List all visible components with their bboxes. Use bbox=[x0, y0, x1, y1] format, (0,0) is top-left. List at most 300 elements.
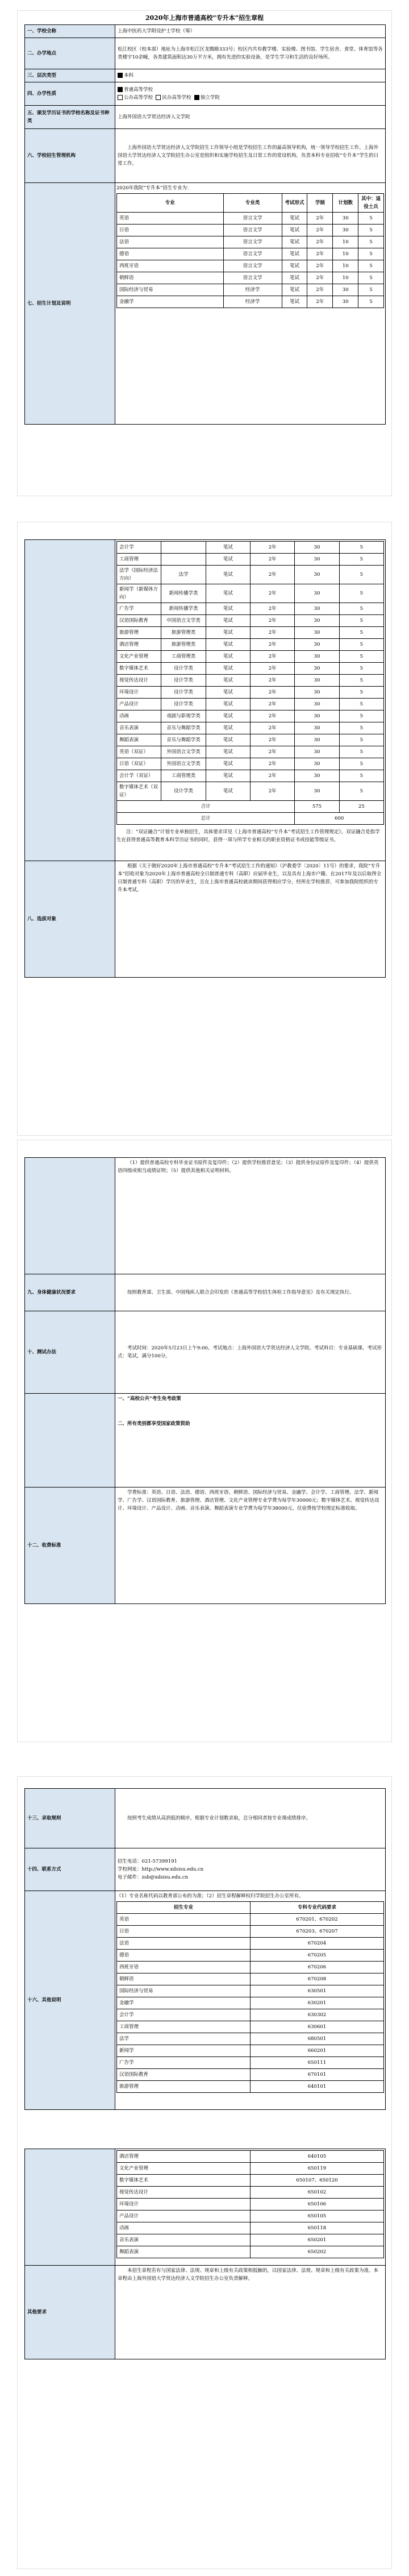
charter-table-2 bbox=[24, 539, 386, 978]
plan-rows bbox=[117, 542, 384, 801]
plan-row bbox=[117, 639, 384, 651]
plan-row-cell: 5 bbox=[339, 584, 383, 603]
code-row-cell: 650107、650120 bbox=[251, 2175, 384, 2187]
checkbox-icon bbox=[194, 95, 199, 100]
plan-row-cell: 笔试 bbox=[206, 699, 250, 711]
plan-row-cell: 30 bbox=[295, 603, 339, 615]
plan-row-cell: 5 bbox=[339, 566, 383, 584]
code-row-cell: 广告学 bbox=[117, 2057, 251, 2069]
code-table bbox=[116, 1901, 384, 2093]
plan-notes: 注：“双证融合”计划专业单独招生，具体要求详见《上海市普通高校“专升本”考试招生工作管理规定》。双证融合是指学生在获得普通高等教育本科学历证书的同时，获得一项与所学专业相关的职业资格证书或技能等级证书。 bbox=[116, 829, 380, 843]
plan-row-cell: 2年 bbox=[250, 663, 294, 675]
total: 600 bbox=[295, 813, 384, 825]
code-row-cell: 670208 bbox=[251, 1973, 384, 1985]
plan-row-cell: 外国语言文学类 bbox=[161, 746, 206, 758]
code-row-cell: 产品设计 bbox=[117, 2211, 251, 2222]
plan-row-cell: 笔试 bbox=[206, 639, 250, 651]
plan-row-cell: 30 bbox=[295, 651, 339, 663]
plan-row-cell: 2年 bbox=[250, 651, 294, 663]
plan-row-cell: 笔试 bbox=[282, 248, 307, 260]
col-veterans: 其中：退役士兵 bbox=[358, 194, 384, 213]
code-row-cell: 汉语国际教育 bbox=[117, 2069, 251, 2081]
web-label: 学校网址 bbox=[118, 1867, 137, 1872]
code-row bbox=[117, 1938, 384, 1950]
plan-row-cell: 30 bbox=[295, 699, 339, 711]
plan-row-cell: 5 bbox=[339, 782, 383, 801]
plan-row-cell: 5 bbox=[358, 296, 384, 308]
code-row-cell: 酒店管理 bbox=[117, 2151, 251, 2163]
plan-row-cell: 笔试 bbox=[206, 758, 250, 770]
plan-row-cell: 30 bbox=[295, 615, 339, 627]
subtotal-vets: 25 bbox=[339, 801, 383, 813]
plan-row-cell: 2年 bbox=[250, 566, 294, 584]
level bbox=[115, 69, 386, 82]
plan-row-cell: 笔试 bbox=[206, 542, 250, 554]
plan-row-cell: 日语（双证） bbox=[117, 758, 161, 770]
plan-row-cell: 2年 bbox=[307, 236, 333, 248]
label-org: 六、学校招生管理机构 bbox=[25, 129, 115, 183]
plan-row-cell: 笔试 bbox=[282, 225, 307, 236]
plan-row-cell: 金融学 bbox=[117, 296, 224, 308]
plan-row-cell: 笔试 bbox=[206, 554, 250, 566]
plan-row-cell: 5 bbox=[358, 236, 384, 248]
code-row bbox=[117, 2045, 384, 2057]
note: 本招生章程若有与国家法律、法规、规章和上级有关政策相抵触的，以国家法律、法规、规章和上级有关政策为准。本章程由上海外国语大学贤达经济人文学院招生办公室负责解释。 bbox=[115, 2266, 386, 2359]
plan-row-cell: 笔试 bbox=[206, 711, 250, 722]
plan-row-cell: 笔试 bbox=[206, 782, 250, 801]
code-row-cell: 670205 bbox=[251, 1950, 384, 1962]
plan-row-cell: 30 bbox=[295, 758, 339, 770]
code-row-cell: 动画 bbox=[117, 2222, 251, 2234]
web-link[interactable]: http://www.xdsisu.edu.cn bbox=[141, 1867, 204, 1872]
plan-row-cell: 5 bbox=[339, 711, 383, 722]
col-code: 专科专业代码要求 bbox=[251, 1902, 384, 1914]
plan-row-cell: 30 bbox=[333, 296, 358, 308]
admission: 按照考生成绩从高到低的顺序，根据专业计划数录取，总分相同者按专业课成绩排序。 bbox=[115, 1789, 386, 1848]
code-row-cell: 670101 bbox=[251, 2069, 384, 2081]
plan-row-cell: 5 bbox=[358, 213, 384, 225]
plan-row-cell: 新闻学（新媒体方向） bbox=[117, 584, 161, 603]
plan-row bbox=[117, 584, 384, 603]
total-label: 总计 bbox=[117, 813, 295, 825]
page-2 bbox=[17, 522, 392, 1136]
checkbox-icon bbox=[118, 87, 123, 92]
plan-row-cell: 30 bbox=[333, 213, 358, 225]
plan-row-cell: 2年 bbox=[307, 248, 333, 260]
plan-row-cell: 西班牙语 bbox=[117, 260, 224, 272]
code-row bbox=[117, 1914, 384, 1926]
plan-row-cell: 5 bbox=[358, 284, 384, 296]
code-row-cell: 660201 bbox=[251, 2045, 384, 2057]
nature-option: 民办高等学校 bbox=[162, 95, 191, 101]
plan-row bbox=[117, 615, 384, 627]
plan-row-cell: 5 bbox=[358, 248, 384, 260]
plan-row-cell: 音乐与舞蹈学类 bbox=[161, 734, 206, 746]
plan-row bbox=[117, 687, 384, 699]
plan-row-cell: 设计学类 bbox=[161, 687, 206, 699]
plan-row-cell: 笔试 bbox=[206, 615, 250, 627]
plan-row bbox=[117, 711, 384, 722]
code-row bbox=[117, 2021, 384, 2033]
plan-row-cell: 5 bbox=[339, 699, 383, 711]
plan-row-cell: 30 bbox=[333, 225, 358, 236]
checkbox-icon bbox=[118, 73, 123, 78]
code-row-cell: 650118 bbox=[251, 2222, 384, 2234]
plan-row-cell: 2年 bbox=[250, 675, 294, 687]
plan-row-cell: 10 bbox=[333, 260, 358, 272]
plan-row bbox=[117, 236, 384, 248]
plan-row-cell: 法学（国际经济法方向） bbox=[117, 566, 161, 584]
school-name: 上海中医药大学附设护士学校（筹） bbox=[115, 25, 386, 38]
plan-row-cell: 5 bbox=[339, 663, 383, 675]
plan-row-cell: 文化产业管理 bbox=[117, 651, 161, 663]
plan-row-cell: 5 bbox=[339, 542, 383, 554]
plan-row-cell: 2年 bbox=[250, 734, 294, 746]
plan-row-cell: 5 bbox=[339, 603, 383, 615]
plan-row-cell: 笔试 bbox=[206, 770, 250, 782]
plan-row-cell: 30 bbox=[295, 627, 339, 639]
plan-row bbox=[117, 746, 384, 758]
code-row-cell: 数字媒体艺术 bbox=[117, 2175, 251, 2187]
code-row bbox=[117, 1997, 384, 2009]
plan-row-cell: 英语（双证） bbox=[117, 746, 161, 758]
plan-table-2 bbox=[116, 541, 384, 825]
plan-row-cell: 2年 bbox=[307, 213, 333, 225]
nature-option: 普通高等学校 bbox=[124, 87, 153, 93]
other: （1）专业名称代码以教育部公布的为准；（2）招生章程解释权归学院招生办公室所有。 bbox=[116, 1893, 304, 1899]
cert: 上海外国语大学贤达经济人文学院 bbox=[115, 106, 386, 129]
label-school-name: 一、学校全称 bbox=[25, 25, 115, 38]
code-row bbox=[117, 2187, 384, 2199]
code-row-cell: 会计学 bbox=[117, 2009, 251, 2021]
subsidy-1: 一、“高校公共”考生免考政策 bbox=[118, 1396, 181, 1402]
code-row bbox=[117, 2199, 384, 2211]
plan-row-cell: 30 bbox=[295, 584, 339, 603]
subtotal-label: 合计 bbox=[117, 801, 295, 813]
plan-row-cell: 数字媒体艺术 bbox=[117, 663, 161, 675]
plan-row bbox=[117, 225, 384, 236]
plan-row bbox=[117, 213, 384, 225]
code-row bbox=[117, 2151, 384, 2163]
plan-row-cell: 30 bbox=[295, 554, 339, 566]
plan-row-cell: 设计学类 bbox=[161, 782, 206, 801]
plan-row-cell: 设计学类 bbox=[161, 663, 206, 675]
plan-row-cell: 5 bbox=[339, 675, 383, 687]
label-admission: 十三、录取规则 bbox=[25, 1789, 115, 1848]
plan-row-cell: 笔试 bbox=[282, 284, 307, 296]
plan-row-cell: 外国语言文学类 bbox=[161, 758, 206, 770]
code-row-cell: 视觉传达设计 bbox=[117, 2187, 251, 2199]
code-row-cell: 金融学 bbox=[117, 1997, 251, 2009]
code-row-cell: 环境设计 bbox=[117, 2199, 251, 2211]
code-row bbox=[117, 2246, 384, 2258]
plan-row bbox=[117, 770, 384, 782]
plan-row-cell: 语言文学 bbox=[223, 225, 282, 236]
code-row-cell: 670204 bbox=[251, 1938, 384, 1950]
phone-label: 招生电话 bbox=[118, 1859, 137, 1864]
code-row-cell: 法语 bbox=[117, 1938, 251, 1950]
code-row-cell: 日语 bbox=[117, 1926, 251, 1938]
charter-table-5 bbox=[24, 2149, 386, 2359]
plan-row-cell: 旅游管理类 bbox=[161, 639, 206, 651]
plan-row-cell: 音乐表演 bbox=[117, 722, 161, 734]
plan-row-cell: 舞蹈表演 bbox=[117, 734, 161, 746]
plan-row-cell: 笔试 bbox=[206, 734, 250, 746]
plan-row-cell: 笔试 bbox=[206, 651, 250, 663]
plan-row bbox=[117, 296, 384, 308]
subsidy-2: 二、所有类别都享受国家政策资助 bbox=[118, 1421, 190, 1427]
plan-row-cell: 5 bbox=[339, 627, 383, 639]
code-row bbox=[117, 1973, 384, 1985]
plan-row-cell: 法学 bbox=[161, 566, 206, 584]
plan-row-cell: 5 bbox=[339, 758, 383, 770]
plan-row-cell: 中国语言文学类 bbox=[161, 615, 206, 627]
code-row bbox=[117, 1985, 384, 1997]
plan-row-cell: 5 bbox=[339, 651, 383, 663]
plan-row-cell: 10 bbox=[333, 236, 358, 248]
code-row-cell: 670203、670207 bbox=[251, 1926, 384, 1938]
codes-cont-cell bbox=[115, 2149, 386, 2266]
plan-row bbox=[117, 272, 384, 284]
col-category: 专业类 bbox=[223, 194, 282, 213]
label-plan: 七、招生计划及说明 bbox=[25, 183, 115, 425]
plan-row-cell: 30 bbox=[295, 770, 339, 782]
plan-row-cell: 音乐与舞蹈学类 bbox=[161, 722, 206, 734]
code-row-cell: 640105 bbox=[251, 2151, 384, 2163]
code-row-cell: 630601 bbox=[251, 2021, 384, 2033]
plan-row-cell: 产品设计 bbox=[117, 699, 161, 711]
plan-row-cell: 10 bbox=[333, 248, 358, 260]
plan-row-cell: 动画 bbox=[117, 711, 161, 722]
col-quota: 计划数 bbox=[333, 194, 358, 213]
plan-cont-cell bbox=[115, 540, 386, 861]
plan-row bbox=[117, 651, 384, 663]
exam: 考试时间：2020年5月23日上午9:00。考试地点：上海外国语大学贤达经济人文学院。考试科目：专业基础课。考试形式：笔试，满分100分。 bbox=[115, 1311, 386, 1394]
plan-row-cell: 新闻传播学类 bbox=[161, 584, 206, 603]
plan-row-cell: 笔试 bbox=[206, 603, 250, 615]
plan-row-cell: 5 bbox=[358, 260, 384, 272]
code-table-2 bbox=[116, 2150, 384, 2258]
plan-row bbox=[117, 722, 384, 734]
plan-row-cell: 2年 bbox=[250, 758, 294, 770]
nature-option: 独立学院 bbox=[200, 95, 220, 101]
plan-row-cell: 笔试 bbox=[206, 687, 250, 699]
plan-row-cell: 2年 bbox=[250, 687, 294, 699]
checkbox-icon bbox=[118, 95, 123, 100]
code-row-cell: 音乐表演 bbox=[117, 2234, 251, 2246]
plan-row-cell: 2年 bbox=[250, 554, 294, 566]
label-other: 十六、其他说明 bbox=[25, 1891, 115, 2110]
plan-row bbox=[117, 603, 384, 615]
label-cert: 五、颁发学历证书的学校名称及证书种类 bbox=[25, 106, 115, 129]
plan-row-cell: 2年 bbox=[250, 584, 294, 603]
plan-row-cell: 2年 bbox=[250, 770, 294, 782]
plan-row-cell: 30 bbox=[295, 675, 339, 687]
label-address: 二、办学地点 bbox=[25, 38, 115, 69]
plan-row-cell: 30 bbox=[295, 746, 339, 758]
level-value: 本科 bbox=[124, 73, 134, 78]
plan-row-cell: 会计学 bbox=[117, 542, 161, 554]
plan-row-cell: 日语 bbox=[117, 225, 224, 236]
plan-row-cell: 30 bbox=[295, 687, 339, 699]
document-title: 2020年上海市普通高校“专升本”招生章程 bbox=[145, 14, 264, 22]
plan-row-cell: 2年 bbox=[250, 711, 294, 722]
code-row bbox=[117, 2222, 384, 2234]
plan-row-cell: 设计学类 bbox=[161, 675, 206, 687]
plan-row-cell bbox=[161, 554, 206, 566]
plan-row bbox=[117, 542, 384, 554]
plan-row-cell: 笔试 bbox=[282, 272, 307, 284]
label-level: 三、层次类型 bbox=[25, 69, 115, 82]
tuition: 学费标准：英语、日语、法语、德语、西班牙语、朝鲜语、国际经济与贸易、金融学、会计学、工商管理、法学、新闻学、广告学、汉语国际教育、旅游管理、酒店管理、文化产业管理专业学费为每学年30000元；数字媒体艺术、视觉传达设计、环境设计、产品设计、动画、音乐表演、舞蹈表演专业学费为每学年38000元。住宿费按学校规定标准收取。 bbox=[115, 1488, 386, 1604]
code-row bbox=[117, 2211, 384, 2222]
plan-row-cell: 2年 bbox=[307, 284, 333, 296]
plan-row-cell: 2年 bbox=[250, 746, 294, 758]
label-subsidy bbox=[25, 1394, 115, 1488]
label-eligibility-cont bbox=[25, 1158, 115, 1274]
plan-row-cell: 笔试 bbox=[282, 260, 307, 272]
plan-row-cell: 工商管理 bbox=[117, 554, 161, 566]
page-1 bbox=[17, 10, 392, 496]
plan-row bbox=[117, 782, 384, 801]
code-row bbox=[117, 1950, 384, 1962]
plan-row-cell: 30 bbox=[295, 542, 339, 554]
email-link[interactable]: zsb@xdsisu.edu.cn bbox=[141, 1875, 189, 1880]
label-eligibility: 八、选拔对象 bbox=[25, 861, 115, 978]
plan-row-cell: 5 bbox=[339, 554, 383, 566]
plan-row-cell: 酒店管理 bbox=[117, 639, 161, 651]
code-row-cell: 工商管理 bbox=[117, 2021, 251, 2033]
plan-row-cell: 新闻传播学类 bbox=[161, 603, 206, 615]
plan-row-cell: 笔试 bbox=[206, 584, 250, 603]
code-row bbox=[117, 2057, 384, 2069]
plan-row-cell: 笔试 bbox=[206, 627, 250, 639]
plan-row bbox=[117, 284, 384, 296]
plan-row-cell: 30 bbox=[295, 782, 339, 801]
code-row bbox=[117, 2033, 384, 2045]
plan-row-cell: 2年 bbox=[250, 542, 294, 554]
plan-row-cell: 5 bbox=[358, 272, 384, 284]
code-row-cell: 670201、670202 bbox=[251, 1914, 384, 1926]
plan-row-cell: 英语 bbox=[117, 213, 224, 225]
plan-row-cell: 5 bbox=[339, 770, 383, 782]
plan-row-cell: 语言文学 bbox=[223, 236, 282, 248]
plan-row-cell: 30 bbox=[295, 566, 339, 584]
label-note: 其他要求 bbox=[25, 2266, 115, 2359]
plan-row-cell: 数字媒体艺术（双证） bbox=[117, 782, 161, 801]
page-5 bbox=[17, 2149, 392, 2569]
plan-row-cell: 5 bbox=[339, 687, 383, 699]
plan-row-cell: 2年 bbox=[307, 225, 333, 236]
charter-table-1 bbox=[24, 24, 386, 425]
code-row-cell: 英语 bbox=[117, 1914, 251, 1926]
label-plan-cont bbox=[25, 540, 115, 861]
plan-row-cell: 30 bbox=[295, 639, 339, 651]
plan-row bbox=[117, 554, 384, 566]
plan-row-cell: 30 bbox=[295, 722, 339, 734]
code-row-cell: 新闻学 bbox=[117, 2045, 251, 2057]
code-row-cell: 630201 bbox=[251, 1997, 384, 2009]
plan-row-cell: 汉语国际教育 bbox=[117, 615, 161, 627]
plan-row-cell: 视觉传达设计 bbox=[117, 675, 161, 687]
plan-row-cell: 笔试 bbox=[282, 236, 307, 248]
label-nature: 四、办学性质 bbox=[25, 82, 115, 106]
code-row-cell: 640101 bbox=[251, 2081, 384, 2093]
label-exam: 十、测试办法 bbox=[25, 1311, 115, 1394]
code-row bbox=[117, 2081, 384, 2093]
email-label: 电子邮件 bbox=[118, 1875, 137, 1880]
col-years: 学制 bbox=[307, 194, 333, 213]
plan-row bbox=[117, 758, 384, 770]
plan-row-cell: 2年 bbox=[250, 639, 294, 651]
plan-row-cell: 30 bbox=[333, 284, 358, 296]
contact: 招生电话：021-57399191 学校网址：http://www.xdsisu.edu.cn 电子邮件：zsb@xdsisu.edu.cn bbox=[115, 1848, 386, 1891]
org: 上海外国语大学贤达经济人文学院招生工作领导小组是学校招生工作的最高领导机构，统一领导学校招生工作。上海外国语大学贤达经济人文学院招生办公室是组织和实施学校招生及日常工作的常设机构，负责本科专业招收“专升本”学生的日常工作。 bbox=[115, 129, 386, 183]
plan-row-cell: 会计学（双证） bbox=[117, 770, 161, 782]
plan-row-cell bbox=[161, 542, 206, 554]
code-row bbox=[117, 2069, 384, 2081]
code-row-cell: 650202 bbox=[251, 2246, 384, 2258]
plan-row bbox=[117, 260, 384, 272]
label-codes-cont bbox=[25, 2149, 115, 2266]
plan-intro: 2020年我院“专升本”招生专业为： bbox=[116, 185, 192, 191]
plan-row-cell: 戏剧与影视学类 bbox=[161, 711, 206, 722]
plan-rows bbox=[117, 213, 384, 308]
subtotal: 575 bbox=[295, 801, 339, 813]
plan-row bbox=[117, 699, 384, 711]
charter-table-3 bbox=[24, 1157, 386, 1604]
plan-row-cell: 2年 bbox=[307, 272, 333, 284]
plan-row bbox=[117, 627, 384, 639]
checkbox-icon bbox=[156, 95, 161, 100]
code-row-cell: 630302 bbox=[251, 2009, 384, 2021]
plan-row-cell: 朝鲜语 bbox=[117, 272, 224, 284]
plan-row-cell: 语言文学 bbox=[223, 272, 282, 284]
code-row-cell: 650111 bbox=[251, 2057, 384, 2069]
plan-row-cell: 国际经济与贸易 bbox=[117, 284, 224, 296]
code-row-cell: 650119 bbox=[251, 2163, 384, 2175]
other-cell bbox=[115, 1891, 386, 2110]
label-tuition: 十二、收费标准 bbox=[25, 1488, 115, 1604]
plan-row-cell: 笔试 bbox=[282, 296, 307, 308]
code-rows bbox=[117, 2151, 384, 2258]
code-row bbox=[117, 2175, 384, 2187]
plan-row-cell: 30 bbox=[295, 663, 339, 675]
plan-row-cell: 5 bbox=[358, 225, 384, 236]
code-row bbox=[117, 1926, 384, 1938]
plan-row-cell: 5 bbox=[339, 746, 383, 758]
nature-option: 公办高等学校 bbox=[124, 95, 153, 101]
plan-row-cell: 2年 bbox=[250, 699, 294, 711]
plan-row-cell: 环境设计 bbox=[117, 687, 161, 699]
plan-row-cell: 语言文学 bbox=[223, 248, 282, 260]
code-row-cell: 680501 bbox=[251, 2033, 384, 2045]
plan-row-cell: 5 bbox=[339, 722, 383, 734]
plan-row-cell: 2年 bbox=[250, 603, 294, 615]
col-target-major: 招生专业 bbox=[117, 1902, 251, 1914]
plan-cell bbox=[115, 183, 386, 425]
plan-row-cell: 30 bbox=[295, 734, 339, 746]
code-row bbox=[117, 2234, 384, 2246]
plan-row-cell: 工商管理类 bbox=[161, 651, 206, 663]
plan-row-cell: 设计学类 bbox=[161, 699, 206, 711]
plan-row-cell: 语言文学 bbox=[223, 260, 282, 272]
code-row-cell: 650106 bbox=[251, 2199, 384, 2211]
code-row-cell: 630501 bbox=[251, 1985, 384, 1997]
code-row-cell: 法学 bbox=[117, 2033, 251, 2045]
code-row-cell: 650105 bbox=[251, 2211, 384, 2222]
plan-row-cell: 笔试 bbox=[206, 722, 250, 734]
